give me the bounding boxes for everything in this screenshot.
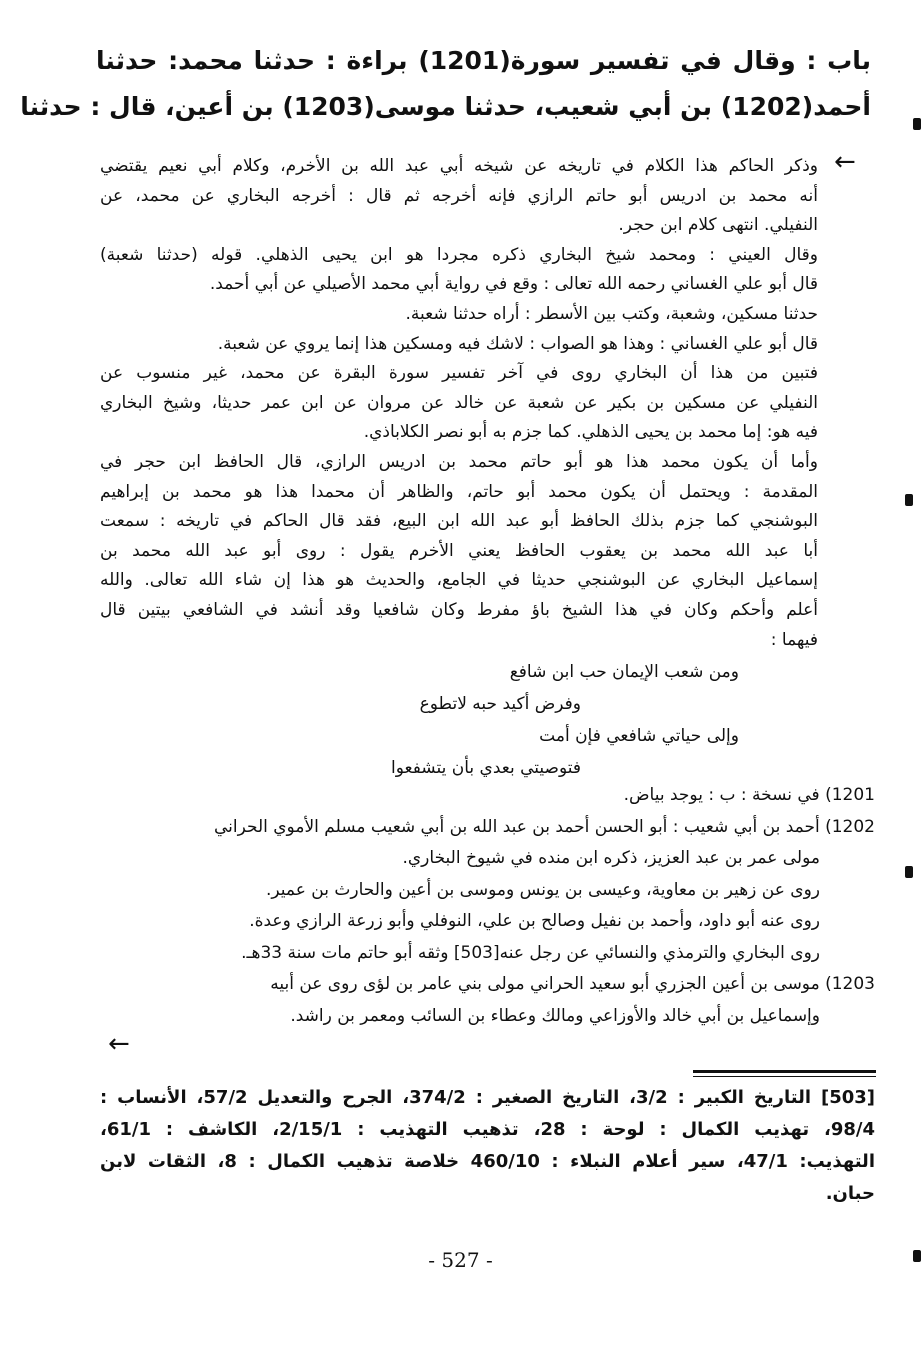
main-text <box>100 152 818 655</box>
footnote-divider <box>693 1070 876 1073</box>
heading-line: أحمد(1202) بن أبي شعيب، حدثنا موسى(1203) بن أعين، قال : حدثنا <box>20 92 871 121</box>
poem-verse: فتوصيتي بعدي بأن يتشفعوا <box>390 758 581 778</box>
continuation-arrow-icon: ← <box>108 1029 130 1059</box>
text-line: أعلم وأحكم وكان في هذا الشيخ باؤ مفرط وكان شافعيا وقد أنشد في الشافعي بيتين قال <box>100 599 818 620</box>
chapter-heading <box>20 38 871 130</box>
page-number: - 527 - <box>428 1248 493 1272</box>
footnote-1202-line: روى البخاري والترمذي والنسائي عن رجل عنه[503] وثقه أبو حاتم مات سنة 33هـ. <box>241 942 820 963</box>
text-line: أنه محمد بن ادريس أبو حاتم الرازي فإنه أخرجه ثم قال : أخرجه البخاري عن محمد، عن <box>100 185 818 206</box>
footnote-divider <box>693 1076 876 1077</box>
text-line: النفيلي عن مسكين بن بكير عن شعبة عن خالد عن مروان عن ابن عمر حديثا، وشيخ البخاري <box>100 392 818 413</box>
text-line: وذكر الحاكم هذا الكلام في تاريخه عن شيخه أبي عبد الله بن الأخرم، وكلام أبي نعيم يقتضي <box>100 156 818 176</box>
footnote-1202-line: مولى عمر بن عبد العزيز، ذكره ابن منده في شيوخ البخاري. <box>402 848 820 868</box>
reference-notes <box>100 1082 875 1210</box>
footnote-1202-line: روى عن زهير بن معاوية، وعيسى بن يونس وموسى بن أعين والحارث بن عمير. <box>265 879 820 900</box>
heading-line: باب : وقال في تفسير سورة(1201) براءة : حدثنا محمد: حدثنا <box>96 46 871 75</box>
footnote-1202: 1202) أحمد بن أبي شعيب : أبو الحسن أحمد بن عبد الله بن أبي شعيب مسلم الأموي الحراني <box>213 816 875 837</box>
text-line: المقدمة : ويحتمل أن يكون محمد أبو حاتم، والظاهر أن محمدا هذا هو محمد بن إبراهيم <box>100 481 818 502</box>
footnote-1203-line: وإسماعيل بن أبي خالد والأوزاعي ومالك وعطاء بن السائب ومعمر بن راشد. <box>290 1005 820 1026</box>
scan-margin-mark <box>905 494 913 506</box>
text-line: وقال العيني : ومحمد شيخ البخاري ذكره مجردا هو ابن يحيى الذهلي. قوله (حدثنا شعبة) <box>100 244 818 265</box>
continuation-arrow-icon: ← <box>834 147 856 177</box>
text-line: فيه هو: إما محمد بن يحيى الذهلي. كما جزم به أبو نصر الكلاباذي. <box>363 422 818 443</box>
text-line: قال أبو علي الغساني : وهذا هو الصواب : لاشك فيه ومسكين هذا إنما يروي عن شعبة. <box>217 333 818 354</box>
scan-margin-mark <box>913 118 921 130</box>
text-line: فتبين من هذا أن البخاري روى في آخر تفسير سورة البقرة عن محمد، غير منسوب عن <box>100 363 818 384</box>
poem-verse: ومن شعب الإيمان حب ابن شافع <box>509 662 739 682</box>
text-line: إسماعيل البخاري عن البوشنجي حديثا في الجامع، والحديث هو هذا إن شاء الله تعالى. والله <box>100 570 818 591</box>
reference-line: [503] التاريخ الكبير : 3/2، التاريخ الصغير : 374/2، الجرح والتعديل 57/2، الأنساب : <box>100 1087 875 1108</box>
reference-line: 98/4، تهذيب الكمال : لوحة : 28، تذهيب التهذيب : 2/15/1، الكاشف : 61/1، <box>100 1119 875 1140</box>
scan-margin-mark <box>913 1250 921 1262</box>
text-line: النفيلي. انتهى كلام ابن حجر. <box>618 215 818 236</box>
footnote-1203: 1203) موسى بن أعين الجزري أبو سعيد الحراني مولى بني عامر بن لؤى روى عن أبيه <box>270 974 875 994</box>
scan-margin-mark <box>905 866 913 878</box>
text-line: حدثنا مسكين، وشعبة، وكتب بين الأسطر : أراه حدثنا شعبة. <box>405 303 818 324</box>
footnote-1202-line: روى عنه أبو داود، وأحمد بن نفيل وصالح بن علي، النوفلي وأبو زرعة الرازي وعدة. <box>249 911 820 931</box>
reference-line: حبان. <box>825 1183 875 1204</box>
text-line: قال أبو علي الغساني رحمه الله تعالى : وقع في رواية أبي محمد الأصيلي عن أبي أحمد. <box>209 274 818 295</box>
text-line: البوشنجي كما جزم بذلك الحافظ أبو عبد الله ابن البيع، فقد قال الحاكم في تاريخه : سمعت <box>100 511 818 532</box>
text-line: وأما أن يكون محمد هذا هو أبو حاتم محمد بن ادريس الرازي، قال الحافظ ابن حجر في <box>100 451 818 472</box>
poem-verse: وإلى حياتي شافعي فإن أمت <box>539 726 739 746</box>
footnotes <box>100 780 875 1032</box>
footnote-1201: 1201) في نسخة : ب : يوجد بياض. <box>623 785 875 805</box>
poem-verse: وفرض أكيد حبه لاتطوع <box>419 694 581 714</box>
text-line: فيهما : <box>770 629 818 650</box>
reference-line: التهذيب: 47/1، سير أعلام النبلاء : 460/10 خلاصة تذهيب الكمال : 8، الثقات لابن <box>100 1151 875 1172</box>
text-line: أبا عبد الله محمد بن يعقوب الحافظ يعني الأخرم يقول : روى أبو عبد الله محمد بن <box>100 540 818 561</box>
